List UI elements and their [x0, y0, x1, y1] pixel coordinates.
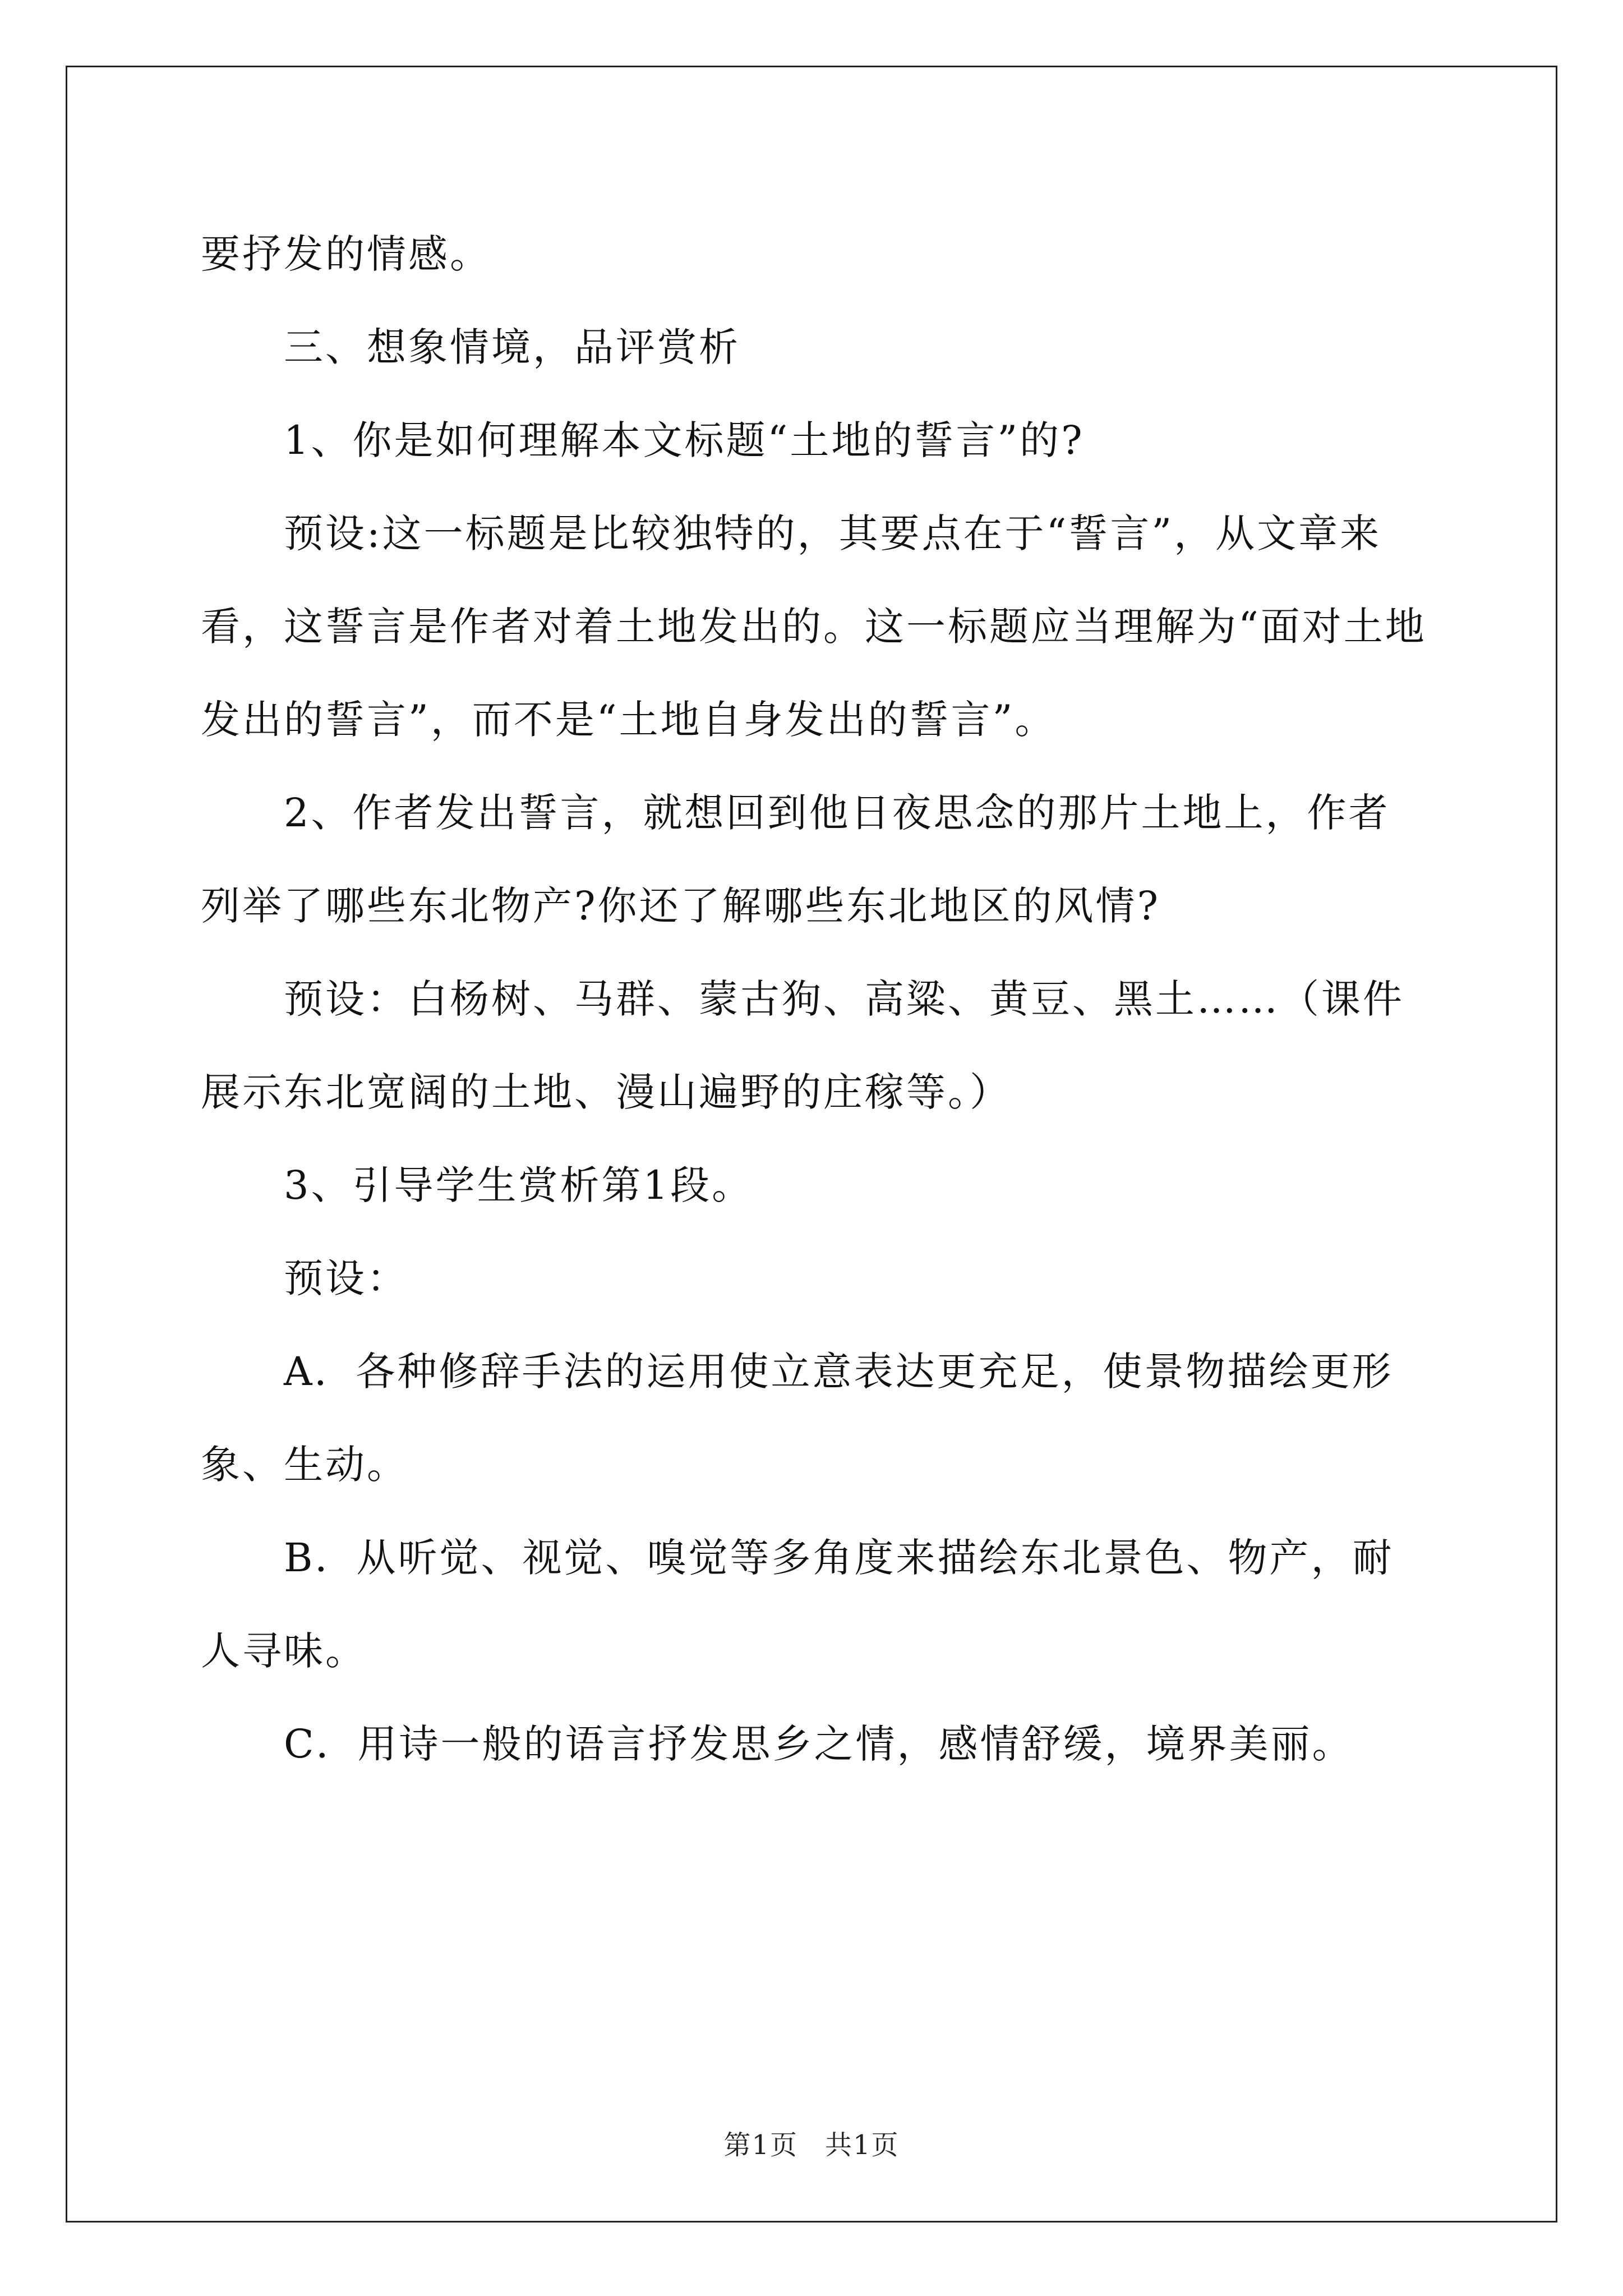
- document-body: [201, 208, 1429, 1791]
- page-footer: [0, 2123, 1623, 2162]
- question-paragraph: 2、作者发出誓言，就想回到他日夜思念的那片土地上，作者列举了哪些东北物产?你还了解哪些东北地区的风情?: [201, 790, 1390, 929]
- question-paragraph: 3、引导学生赏析第1段。: [284, 1162, 754, 1208]
- list-item: A．各种修辞手法的运用使立意表达更充足，使景物描绘更形象、生动。: [201, 1349, 1394, 1488]
- paragraph: 要抒发的情感。: [201, 231, 491, 277]
- answer-paragraph: 预设：: [284, 1255, 408, 1301]
- section-heading: 三、想象情境，品评赏析: [284, 324, 740, 370]
- question-paragraph: 1、你是如何理解本文标题“土地的誓言”的?: [284, 417, 1085, 463]
- page-total: 共1页: [825, 2129, 900, 2161]
- list-item: C．用诗一般的语言抒发思乡之情，感情舒缓，境界美丽。: [284, 1721, 1354, 1767]
- answer-paragraph: 预设：白杨树、马群、蒙古狗、高粱、黄豆、黑土……（课件展示东北宽阔的土地、漫山遍野的庄稼等。）: [201, 976, 1404, 1115]
- answer-paragraph: 预设:这一标题是比较独特的，其要点在于“誓言”，从文章来看，这誓言是作者对着土地发出的。这一标题应当理解为“面对土地发出的誓言”，而不是“土地自身发出的誓言”。: [201, 510, 1427, 743]
- list-item: B．从听觉、视觉、嗅觉等多角度来描绘东北景色、物产，耐人寻味。: [201, 1535, 1394, 1674]
- page-number: 第1页: [723, 2129, 798, 2161]
